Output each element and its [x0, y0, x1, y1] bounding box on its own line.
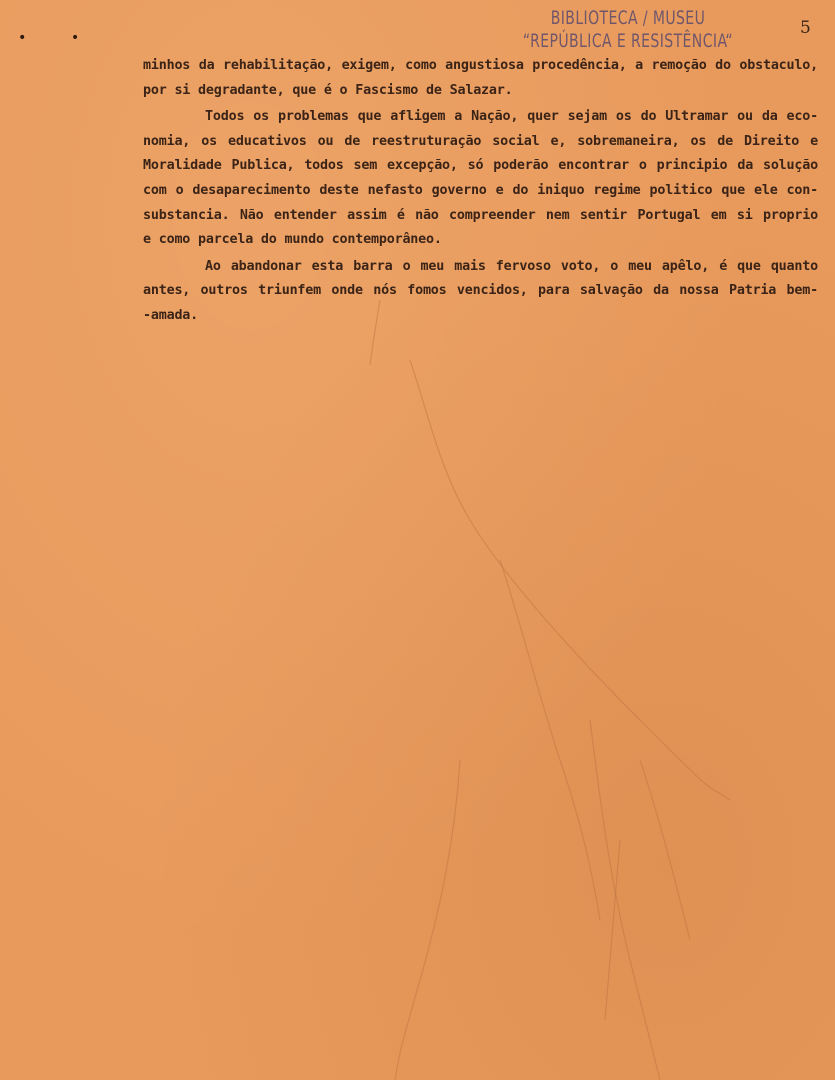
text-line: com o desaparecimento deste nefasto governo e do iniquo regime politico que ele con-: [143, 182, 818, 198]
text-line: minhos da rehabilitação, exigem, como angustiosa procedência, a remoção do obstaculo,: [143, 58, 818, 73]
paragraph-3: [143, 255, 823, 329]
corner-marks: • •: [18, 30, 98, 46]
text-line: substancia. Não entender assim é não compreender nem sentir Portugal em si proprio: [143, 207, 818, 223]
text-line: por si degradante, que é o Fascismo de Salazar.: [143, 82, 513, 98]
stamp-line-1: BIBLIOTECA / MUSEU: [550, 7, 706, 29]
page-number: 5: [800, 18, 811, 38]
library-stamp: [498, 6, 758, 52]
text-line: e como parcela do mundo contemporâneo.: [143, 232, 442, 248]
paragraph-1: [143, 54, 823, 103]
text-line: -amada.: [143, 307, 199, 323]
paragraph-2: [143, 105, 823, 253]
text-line: nomia, os educativos ou de reestruturação social e, sobremaneira, os de Direito e: [143, 133, 818, 149]
text-line: Ao abandonar esta barra o meu mais fervoso voto, o meu apêlo, é que quanto: [205, 258, 818, 274]
text-line: Moralidade Publica, todos sem excepção, só poderão encontrar o principio da solução: [143, 158, 818, 174]
document-body: [143, 54, 823, 329]
stamp-line-2: “REPÚBLICA E RESISTÊNCIA“: [522, 30, 734, 52]
text-line: Todos os problemas que afligem a Nação, quer sejam os do Ultramar ou da eco-: [205, 109, 818, 125]
text-line: antes, outros triunfem onde nós fomos vencidos, para salvação da nossa Patria bem-: [143, 283, 818, 299]
